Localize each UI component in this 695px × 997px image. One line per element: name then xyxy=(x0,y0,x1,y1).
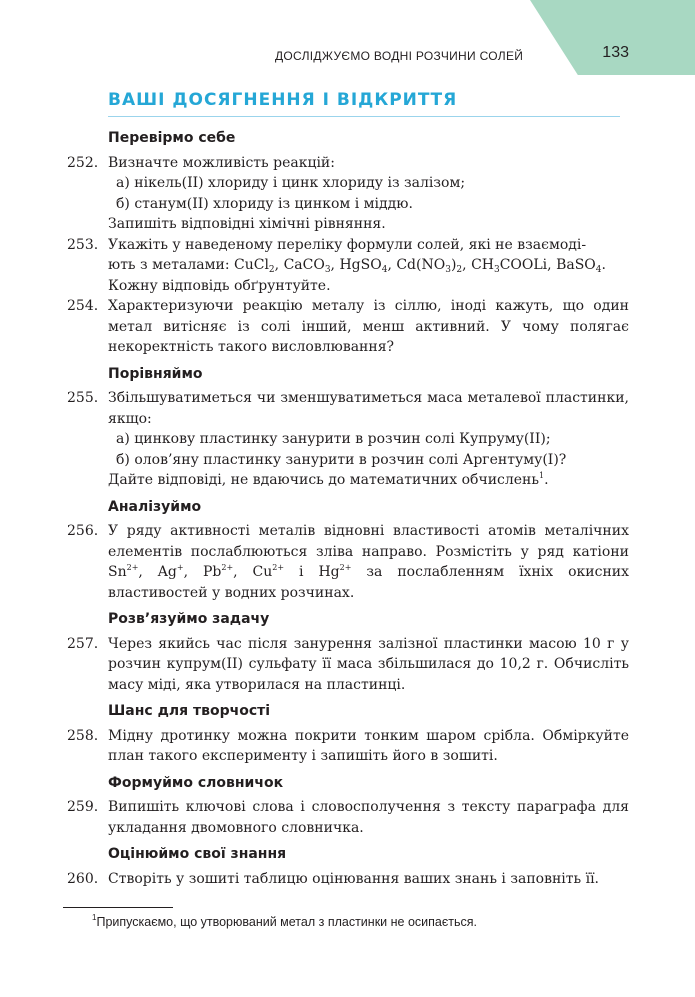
subhead-compare: Порівняймо xyxy=(108,365,203,382)
task-number: 259. xyxy=(67,799,99,815)
task-253 xyxy=(67,235,629,297)
ion: $Hg^{2+}$ xyxy=(318,563,352,580)
task-259 xyxy=(67,797,629,838)
formula: BaSO$_4$ xyxy=(556,257,602,275)
task-258 xyxy=(67,726,629,767)
task-text: Випишіть ключові слова і словосполучення з тексту параграфа для укладання двомовного словничка. xyxy=(108,799,629,836)
formula: CaCO$_3$ xyxy=(283,257,331,275)
running-header: ДОСЛІДЖУЄМО ВОДНІ РОЗЧИНИ СОЛЕЙ xyxy=(275,49,524,63)
subhead-glossary: Формуймо словничок xyxy=(108,774,284,791)
task-260 xyxy=(67,869,629,890)
subhead-solve: Розв’язуймо задачу xyxy=(108,611,270,627)
formula-list: ють з металами: CuCl$_2$, CaCO$_3$, HgSO$_4$, $Cd(NO_3)_2$, $CH_3COOLi$, BaSO$_4$. xyxy=(108,257,606,275)
footnote xyxy=(92,915,477,929)
footnote-divider xyxy=(63,907,173,908)
task-number: 257. xyxy=(67,635,99,652)
subhead-creative: Шанс для творчості xyxy=(108,703,271,719)
task-number: 260. xyxy=(67,870,99,887)
ion: $Sn^{2+}$ xyxy=(108,563,139,580)
task-text: Мідну дротинку можна покрити тонким шаром срібла. Обміркуйте план такого експерименту і запишіть його в зошиті. xyxy=(108,727,629,764)
title-divider xyxy=(108,116,620,117)
task-text: Визначте можливість реакцій: xyxy=(108,154,335,171)
formula: HgSO$_4$ xyxy=(339,257,388,275)
task-text: Характеризуючи реакцію металу із сіллю, іноді кажуть, що один метал витісняє із солі інший, менш активний. У чому полягає некоректність такого висловлювання? xyxy=(108,298,629,355)
task-text: Збільшуватиметься чи зменшуватиметься маса металевої пластинки, якщо: xyxy=(108,390,629,427)
task-255 xyxy=(67,388,629,491)
subhead-analyze: Аналізуймо xyxy=(108,498,202,515)
task-text: У ряду активності металів відновні властивості атомів металічних елементів послаблюються зліва направо. Розмістіть у ряд катіони $Sn^{2+}$, Ag+, $Pb^{2+}$, $Cu^{2+}$ і $Hg^{2+}$ за послабленням їхніх окисних властивостей у водних розчинах. xyxy=(108,523,630,601)
task-number: 255. xyxy=(67,390,99,406)
section-title: ВАШІ ДОСЯГНЕННЯ І ВІДКРИТТЯ xyxy=(108,90,458,110)
task-number: 253. xyxy=(67,236,99,253)
footnote-marker: 1 xyxy=(539,471,545,480)
ion: $Pb^{2+}$ xyxy=(202,563,234,580)
footnote-text: Припускаємо, що утворюваний метал з пластинки не осипається. xyxy=(96,915,477,929)
task-number: 254. xyxy=(67,298,99,314)
subhead-assess: Оцінюймо свої знання xyxy=(108,846,287,862)
task-option-a: а) цинкову пластинку занурити в розчин солі Купруму(ІІ); xyxy=(116,431,551,447)
task-number: 258. xyxy=(67,727,99,744)
ion: $Cu^{2+}$ xyxy=(252,563,285,580)
task-text: Дайте відповіді, не вдаючись до математичних обчислень$^1$. xyxy=(108,471,549,488)
task-256 xyxy=(67,521,629,603)
formula: $CH_3COOLi$ xyxy=(471,257,548,275)
task-text: Запишіть відповідні хімічні рівняння. xyxy=(108,216,386,232)
task-option-b: б) станум(ІІ) хлориду із цинком і міддю. xyxy=(116,195,413,212)
formula: $Cd(NO_3)_2$ xyxy=(396,257,463,275)
task-257 xyxy=(67,634,629,696)
task-text: Створіть у зошиті таблицю оцінювання ваших знань і заповніть її. xyxy=(108,870,600,887)
page-corner-tab xyxy=(530,0,695,75)
ion: Ag+ xyxy=(157,563,184,580)
task-option-b: б) олов’яну пластинку занурити в розчин солі Аргентуму(І)? xyxy=(116,451,567,468)
task-254 xyxy=(67,296,629,358)
formula: CuCl$_2$ xyxy=(234,257,275,275)
subhead-check: Перевірмо себе xyxy=(108,130,236,146)
footnote-marker: 1 xyxy=(92,913,97,922)
task-text: Кожну відповідь обґрунтуйте. xyxy=(108,277,331,294)
task-text: Через якийсь час після занурення залізної пластинки масою 10 г у розчин купрум(ІІ) сульфату її маса збільшилася до 10,2 г. Обчисліть масу міді, яка утворилася на пластинці. xyxy=(108,635,629,693)
task-number: 256. xyxy=(67,523,99,539)
task-252 xyxy=(67,153,629,235)
page-number: 133 xyxy=(602,44,629,61)
task-number: 252. xyxy=(67,154,99,171)
task-text: Укажіть у наведеному переліку формули солей, які не взаємоді- xyxy=(108,236,587,253)
task-list xyxy=(67,126,629,889)
task-option-a: а) нікель(ІІ) хлориду і цинк хлориду із залізом; xyxy=(116,175,466,191)
